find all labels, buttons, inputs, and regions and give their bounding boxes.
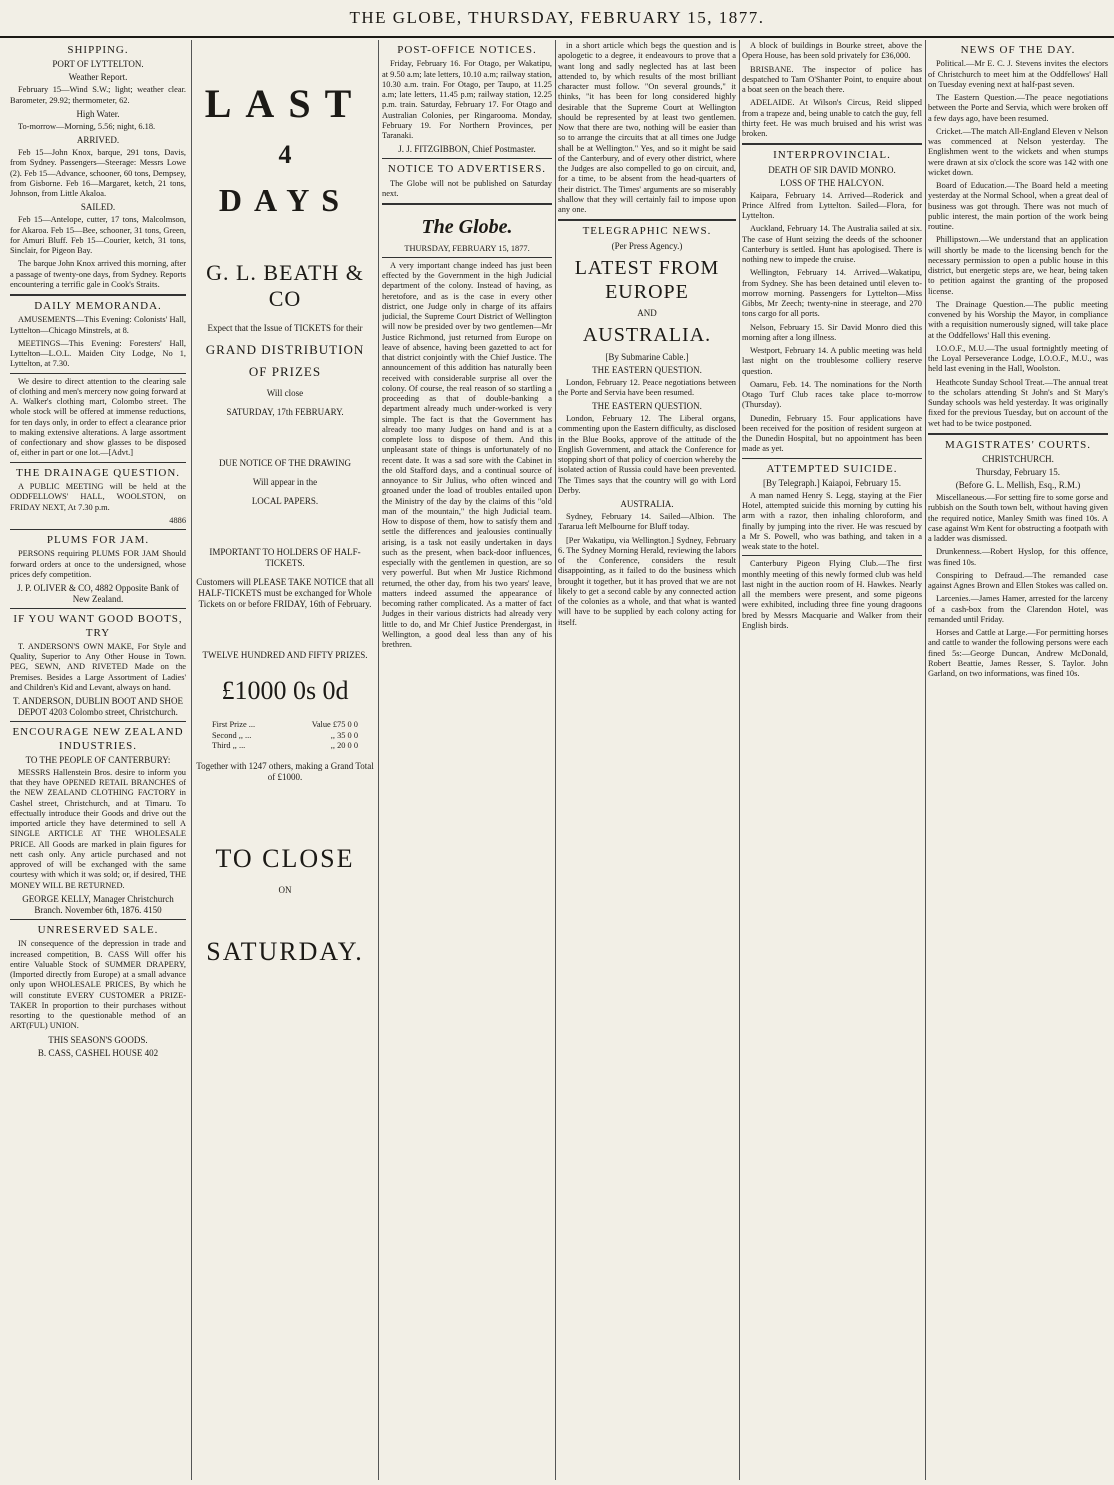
- divider: [742, 143, 922, 145]
- cattle-item: Horses and Cattle at Large.—For permitting horses and cattle to wander the following persons were each fined 5s:—George Duncan, Andrew McDonald, Robert Beattie, James Resser, S. Taylor. John Garland, on two informations, was fined 10s.: [928, 628, 1108, 679]
- plums-body: PERSONS requiring PLUMS FOR JAM Should forward orders at once to the undersigned, whose prices defy competition.: [10, 549, 186, 579]
- prize-row: Second ,, ... ,, 35 0 0: [212, 730, 358, 740]
- shipping-heading: SHIPPING.: [67, 44, 129, 56]
- ad-prizes-of: OF PRIZES: [248, 364, 322, 380]
- ad-total: £1000 0s 0d: [221, 675, 349, 705]
- paper-title: The Globe.: [421, 216, 513, 239]
- ad-on: ON: [278, 884, 292, 895]
- divider: [742, 458, 922, 459]
- column-telegraphic: [558, 40, 736, 1480]
- ad-appear: Will appear in the: [252, 476, 318, 487]
- arrivals: Feb 15—John Knox, barque, 291 tons, Davis, from Sydney. Passengers—Steerage: Messrs Lowe (2). Feb 15—Advance, schooner, 60 tons, Dempsey, from Gisborne. Feb 16—Margaret, ketch, 21 tons, Johnson, from Little Akaloa.: [10, 148, 186, 199]
- press-agency: (Per Press Agency.): [611, 240, 683, 251]
- column-beath-advert: [196, 40, 374, 1480]
- ad-last: LAST: [204, 81, 366, 126]
- ioof-item: I.O.O.F., M.U.—The usual fortnightly meeting of the Loyal Perseverance Lodge, I.O.O.F., M.U., was held last evening in the Hall, Woolston.: [928, 343, 1108, 374]
- boots-sign: T. ANDERSON, DUBLIN BOOT AND SHOE DEPOT 4203 Colombo street, Christchurch.: [13, 696, 183, 718]
- westport-item: Westport, February 14. A public meeting was held last night on the troublesome colliery reserve question.: [742, 346, 922, 376]
- defraud-item: Conspiring to Defraud.—The remanded case against Agnes Brown and Ellen Stokes was called on.: [928, 570, 1108, 591]
- post-body: Friday, February 16. For Otago, per Wakatipu, at 9.50 a.m; late letters, 10.10 a.m; railway station, 10.30 a.m. train. For Otago, per Taupo, at 11.25 a.m; late letters, 11.45 p.m; railway station, 12.25 p.m. train. Saturday, February 17. For Otago and Australian Colonies, per Ringarooma. Monday, February 19. For Northern Provinces, per Taranaki.: [382, 59, 552, 141]
- christchurch-heading: CHRISTCHURCH.: [982, 454, 1054, 465]
- paper-dateline: THURSDAY, FEBRUARY 15, 1877.: [404, 243, 530, 253]
- boots-heading: IF YOU WANT GOOD BOOTS, TRY: [13, 613, 183, 639]
- sailed-label: SAILED.: [80, 202, 116, 213]
- unreserved-heading: UNRESERVED SALE.: [37, 923, 159, 936]
- industries-body: MESSRS Hallenstein Bros. desire to inform you that they have OPENED RETAIL BRANCHES of the NEW ZEALAND CLOTHING FACTORY in Cashel street, Christchurch, and at Timaru. To effectually introduce their Goods and drive out the imported article they have determined to sell A SINGLE ARTICLE AT THE WHOLESALE PRICE. All Goods are marked in plain figures for nett cash only. Any article purchased and not approved of will be exchanged with the same courtesy with which it was sold; or, if desired, THE MONEY WILL BE RETURNED.: [10, 767, 186, 890]
- adelaide-item: ADELAIDE. At Wilson's Circus, Reid slipped from a trapeze and, being unable to catch the guy, fell thirty feet. He was much bruised and his wrist was broken.: [742, 98, 922, 138]
- divider: [10, 721, 186, 722]
- advertisers-heading: NOTICE TO ADVERTISERS.: [387, 163, 547, 176]
- advertisers-body: The Globe will not be published on Saturday next.: [382, 178, 552, 199]
- misc-item: Miscellaneous.—For setting fire to some gorse and rubbish on the South town belt, without having given the required notice, Manley Smith was fined 10s. A case against Wm Kent for obstructing a footpath with a ladder was dismissed.: [928, 493, 1108, 544]
- ad-days: DAYS: [218, 181, 352, 218]
- divider: [382, 203, 552, 205]
- column-rule: [191, 40, 192, 1480]
- walker-advert: We desire to direct attention to the clearing sale of clothing and men's mercery now going forward at A. Walker's clothing mart, Colombo street. The whole stock will be offered at immense reductions, for ten days only, in order to effect a clearance prior to making extensive alterations. A large assortment of confectionary and show glasses to be disposed of, either in part or one lot.—[Advt.]: [10, 376, 186, 458]
- kaipara-item: Kaipara, February 14. Arrived—Roderick and Prince Alfred from Lyttelton. Sailed—Flora, for Lyttelton.: [742, 190, 922, 221]
- divider: [10, 373, 186, 374]
- phillipstown-item: Phillipstown.—We understand that an application will shortly be made to the licensing bench for the necessary permission to open a public house in this district, but energetic steps are, we hear, being taken to petition against the granting of the proposed license.: [928, 235, 1108, 296]
- ad-important: IMPORTANT TO HOLDERS OF HALF-TICKETS.: [209, 546, 361, 568]
- industries-sub: TO THE PEOPLE OF CANTERBURY:: [25, 754, 171, 765]
- brisbane-item: BRISBANE. The inspector of police has despatched to Tam O'Shanter Point, to enquire about a boat seen on the beach there.: [742, 64, 922, 94]
- sunday-school-item: Heathcote Sunday School Treat.—The annual treat to the scholars attending St John's and St Mary's Sunday schools was held yesterday. It was originally fixed for the previous Tuesday, but on account of the wet had to be twice postponed.: [928, 377, 1108, 428]
- political-item: Political.—Mr E. C. J. Stevens invites the electors of Christchurch to meet him at the Oddfellows' Hall on Tuesday evening next at half-past seven.: [928, 59, 1108, 89]
- drainage-ref: 4886: [169, 515, 186, 525]
- ad-firm: G. L. BEATH & CO: [206, 259, 364, 312]
- ad-customers: Customers will PLEASE TAKE NOTICE that all HALF-TICKETS must be exchanged for Whole Tickets on or before FRIDAY, 16th of February.: [196, 576, 374, 609]
- suicide-heading: ATTEMPTED SUICIDE.: [766, 462, 898, 475]
- column-rule: [925, 40, 926, 1480]
- divider: [558, 219, 736, 221]
- column-news: [928, 40, 1108, 1480]
- eastern-item: The Eastern Question.—The peace negotiations between the Porte and Servia, which were broken off a few days ago, have been resumed.: [928, 93, 1108, 123]
- auckland-item: Auckland, February 14. The Australia sailed at six. The case of Hunt seizing the deeds of the schooner Canterbury is settled. Hunt has apologised. There is nothing new to impede the cruise.: [742, 224, 922, 265]
- prize-row: First Prize ... Value £75 0 0: [212, 720, 358, 730]
- arrived-label: ARRIVED.: [76, 135, 120, 146]
- divider: [382, 158, 552, 159]
- suicide-body: A man named Henry S. Legg, staying at the Fier Hotel, attempted suicide this morning by cutting his arm with a razor, then inhaling chloroform, and finally by jumping into the river. He was rescued by a Mr S. Powell, who was bathing, and taken in a weak state to the hotel.: [742, 490, 922, 552]
- divider: [10, 529, 186, 530]
- post-heading: POST-OFFICE NOTICES.: [397, 44, 537, 56]
- drainage-heading: THE DRAINAGE QUESTION.: [15, 466, 181, 479]
- telegraph-label: [By Telegraph.] Kaiapoi, February 15.: [763, 478, 901, 488]
- pigeon-item: Canterbury Pigeon Flying Club.—The first monthly meeting of this newly formed club was held last night in the auction room of H. Hawkes. Nearly all the members were present, and some pigeons were exhibited, including three fine young dragoons bred by Messrs Macquarie and Walker from their English birds.: [742, 559, 922, 630]
- dunedin-item: Dunedin, February 15. Four applications have been received for the position of resident surgeon at the Dunedin Hospital, but no appointment has been made as yet.: [742, 413, 922, 454]
- divider: [742, 555, 922, 556]
- ad-expect: Expect that the Issue of TICKETS for their: [207, 323, 363, 334]
- amusements: AMUSEMENTS—This Evening: Colonists' Hall, Lyttelton—Chicago Minstrels, at 8.: [10, 315, 186, 335]
- weather-label: Weather Report.: [68, 72, 128, 83]
- wakatipu-body: [Per Wakatipu, via Wellington.] Sydney, February 6. The Sydney Morning Herald, reviewing the labors of the Conference, considers the result disappointing, as it failed to do the business which brought it together, but it has proved that we are not likely to get a second cable by any connected action of the colonies as a whole, and that what is wanted will have to be supplied by each colony acting for itself.: [558, 535, 736, 627]
- ad-date: SATURDAY, 17th FEBRUARY.: [226, 406, 344, 417]
- ad-papers: LOCAL PAPERS.: [251, 495, 319, 506]
- drainage-body: A PUBLIC MEETING will be held at the ODDFELLOWS' HALL, WOOLSTON, on FRIDAY NEXT, At 7.30 p.m.: [10, 482, 186, 512]
- drainage-item: The Drainage Question.—The public meeting convened by his Worship the Mayor, in compliance with a requisition numerously signed, will take place at the Oddfellows' Hall this evening.: [928, 299, 1108, 340]
- melbourne-item: A block of buildings in Bourke street, above the Opera House, has been sold privately for £36,000.: [742, 41, 922, 61]
- ad-saturday: SATURDAY.: [206, 936, 364, 966]
- prize-table: [212, 720, 358, 751]
- ad-notice: DUE NOTICE OF THE DRAWING: [218, 457, 352, 468]
- latest-heading: LATEST FROM EUROPE: [574, 256, 720, 304]
- leader-continued: in a short article which begs the question and is apologetic to a degree, it endeavours to prove that a want long and sadly neglected has at last been attended to, by which results of the most brilliant character must follow. "On several grounds," it thinks, "it has been for long considered highly desirable that the Supreme Court at Wellington should be represented by at least two gentlemen. Now that there are two, nothing will be easier than so to arrange the circuits that at all times one Judge shall be at Wellington." Yes, and so it might be said of the Canterbury, and of every other district, where the Judges are also compelled to go on circuit, and, for a time, to be absent from the head-quarters of their district. The Times' arguments are so miserably shallow that they will certainly fail to impose upon any one.: [558, 41, 736, 214]
- industries-heading: ENCOURAGE NEW ZEALAND INDUSTRIES.: [12, 726, 184, 752]
- eastern-body-2: London, February 12. The Liberal organs, commenting upon the Eastern difficulty, as disclosed in the Blue Books, approve of the attitude of the English Government, and attack the Conference for stopping short of that policy of coercion whereby the isolated action of Russia could have been prevented. The Times says that the country will go with Lord Derby.: [558, 414, 736, 495]
- larcenies-item: Larcenies.—James Hamer, arrested for the larceny of a cash-box from the Clarendon Hotel, was remanded until Friday.: [928, 594, 1108, 624]
- education-item: Board of Education.—The Board held a meeting yesterday at the Normal School, when a great deal of business was got through. There was not much of public interest, the main portion of the work being routine.: [928, 181, 1108, 232]
- ad-grand: GRAND DISTRIBUTION: [205, 342, 365, 358]
- departures: Feb 15—Antelope, cutter, 17 tons, Malcolmson, for Akaroa. Feb 15—Bee, schooner, 31 tons, Green, for Amuri Bluff. Feb 15—Courier, ketch, 31 tons, Sinclair, for Pigeon Bay.: [10, 215, 186, 255]
- unreserved-foot: THIS SEASON'S GOODS.: [48, 1034, 148, 1045]
- australia-heading: AUSTRALIA.: [582, 324, 712, 347]
- industries-sign: GEORGE KELLY, Manager Christchurch Branch. November 6th, 1876. 4150: [22, 893, 174, 915]
- eastern-heading: THE EASTERN QUESTION.: [592, 364, 702, 375]
- prize-row: Third ,, ... ,, 20 0 0: [212, 740, 358, 750]
- eastern-body: London, February 12. Peace negotiations between the Porte and Servia have been resumed.: [558, 377, 736, 397]
- nelson-item: Nelson, February 15. Sir David Monro died this morning after a long illness.: [742, 322, 922, 342]
- post-sign: J. J. FITZGIBBON, Chief Postmaster.: [398, 144, 536, 155]
- divider: [10, 294, 186, 296]
- shipping-note: The barque John Knox arrived this morning, after a passage of twenty-one days, from Sydney. Reports encountering a terrific gale in Cook's Straits.: [10, 259, 186, 289]
- australia-body: Sydney, February 14. Sailed—Albion. The Tararua left Melbourne for Bluff today.: [558, 512, 736, 532]
- masthead: THE GLOBE, THURSDAY, FEBRUARY 15, 1877.: [0, 0, 1114, 38]
- column-interprovincial: [742, 40, 922, 1480]
- boots-body: T. ANDERSON'S OWN MAKE, For Style and Quality, Superior to Any Other House in Town. PEG, SEWN, AND RIVETED Made on the Premises. Besides a Large Assortment of Ladies' and Children's Kid and Levant, always on hand.: [10, 641, 186, 692]
- divider: [10, 919, 186, 920]
- interprovincial-heading: INTERPROVINCIAL.: [773, 149, 891, 162]
- telegraphic-heading: TELEGRAPHIC NEWS.: [582, 225, 712, 238]
- meetings: MEETINGS—This Evening: Foresters' Hall, Lyttelton—L.O.L. Maiden City Lodge, No 1, Lyttelton, at 7.30.: [10, 338, 186, 369]
- divider: [928, 433, 1108, 435]
- divider: [382, 257, 552, 258]
- magistrates-heading: MAGISTRATES' COURTS.: [944, 438, 1091, 451]
- cricket-item: Cricket.—The match All-England Eleven v Nelson was commenced at Nelson yesterday. The Englishmen went to the wickets and when stumps were drawn at six o'clock the score was 142 with one wicket down.: [928, 126, 1108, 177]
- plums-heading: PLUMS FOR JAM.: [46, 534, 150, 547]
- column-shipping: [10, 40, 186, 1480]
- australia-sub: AUSTRALIA.: [620, 499, 674, 510]
- column-rule: [378, 40, 379, 1480]
- monro-heading: DEATH OF SIR DAVID MONRO.: [768, 164, 896, 175]
- unreserved-body: IN consequence of the depression in trade and increased competition, B. CASS Will offer his entire Valuable Stock of SUMMER DRAPERY, (Imported directly from Europe) at a small advance only upon WHOLESALE PRICES, By which he will constitute EVERY CUSTOMER a PRIZE-TAKER In proportion to their purchases without resorting to the questionable method of an ART(FUL) UNION.: [10, 939, 186, 1031]
- divider: [10, 462, 186, 463]
- ad-twelve: TWELVE HUNDRED AND FIFTY PRIZES.: [202, 649, 368, 660]
- high-water: To-morrow—Morning, 5.56; night, 6.18.: [18, 121, 156, 131]
- wellington-item: Wellington, February 14. Arrived—Wakatipu, from Sydney. She has been detained until eleven to-morrow morning. Passengers for Lyttelton—Miss Gibbs, Mr Zeech; twenty-nine in steerage, and 270 tons cargo for all ports.: [742, 268, 922, 319]
- ad-to-close: TO CLOSE: [215, 843, 355, 873]
- ad-close: Will close: [266, 387, 304, 398]
- divider: [10, 608, 186, 609]
- ad-together: Together with 1247 others, making a Grand Total of £1000.: [196, 761, 374, 782]
- and-label: AND: [637, 308, 657, 319]
- column-rule: [739, 40, 740, 1480]
- high-water-label: High Water.: [76, 108, 120, 119]
- eastern-heading-2: THE EASTERN QUESTION.: [592, 401, 702, 412]
- port-heading: PORT OF LYTTELTON.: [52, 59, 144, 70]
- drunkenness-item: Drunkenness.—Robert Hyslop, for this offence, was fined 10s.: [928, 547, 1108, 567]
- memoranda-heading: DAILY MEMORANDA.: [34, 300, 162, 312]
- unreserved-sign: B. CASS, CASHEL HOUSE 402: [37, 1047, 159, 1058]
- court-before: (Before G. L. Mellish, Esq., R.M.): [955, 480, 1081, 491]
- news-heading: NEWS OF THE DAY.: [960, 44, 1076, 56]
- halcyon-heading: LOSS OF THE HALCYON.: [780, 177, 884, 188]
- column-rule: [555, 40, 556, 1480]
- oamaru-item: Oamaru, Feb. 14. The nominations for the North Otago Turf Club races take place to-morrow (Thursday).: [742, 379, 922, 410]
- weather-report: February 15—Wind S.W.; light; weather clear. Barometer, 29.92; thermometer, 62.: [10, 85, 186, 105]
- ad-number: 4: [278, 139, 292, 169]
- court-date: Thursday, February 15.: [976, 467, 1060, 478]
- leader-article: A very important change indeed has just been effected by the Government in the high Judicial department of the colony. Instead of having, as heretofore, and as is the case in every other district, one Judge only in charge of its affairs judicial, the Supreme Court District of Wellington will now be presided over by two gentlemen—Mr Justice Richmond, just returned from Europe on leave of absence, having been gazetted to act for that district conjointly with the Chief Justice. The announcement of this addition has naturally been received with considerable surprise all over the colony. Of course, the real reason of so startling a proceeding as that of double-banking a department already much under-worked is very simple. The fact is that the Government has already too many Judges on hand and is at a complete loss to dispose of them. And this unpleasant state of things is unfortunately of no recent date. It was a sad sore with the Cabinet in the old Stafford days, and a continual source of annoyance to Sir Julius, who often winced and groaned under the load of troubles entailed upon the Ministry of the day by the claims of this "old man of the mountain," the high Judicial team. How to dispose of them, how to satisfy them and settle the differences and jealousies continually arising, is a task not easily undertaken in days such as the present, when back-door influences, especially with the gentlemen in question, are so very powerful. But when Mr Justice Richmond returned, the other day, from his two years' leave, matters indeed assumed the appearance of becoming rather complicated. As a matter of fact Judges in their various districts had already very little to do, and Mr Chief Justice Prendergast, in Wellington, a good deal less than any of his brethren.: [382, 260, 552, 650]
- column-leader: [382, 40, 552, 1480]
- plums-sign: J. P. OLIVER & CO, 4882 Opposite Bank of New Zealand.: [17, 583, 179, 605]
- cable-label: [By Submarine Cable.]: [605, 351, 689, 362]
